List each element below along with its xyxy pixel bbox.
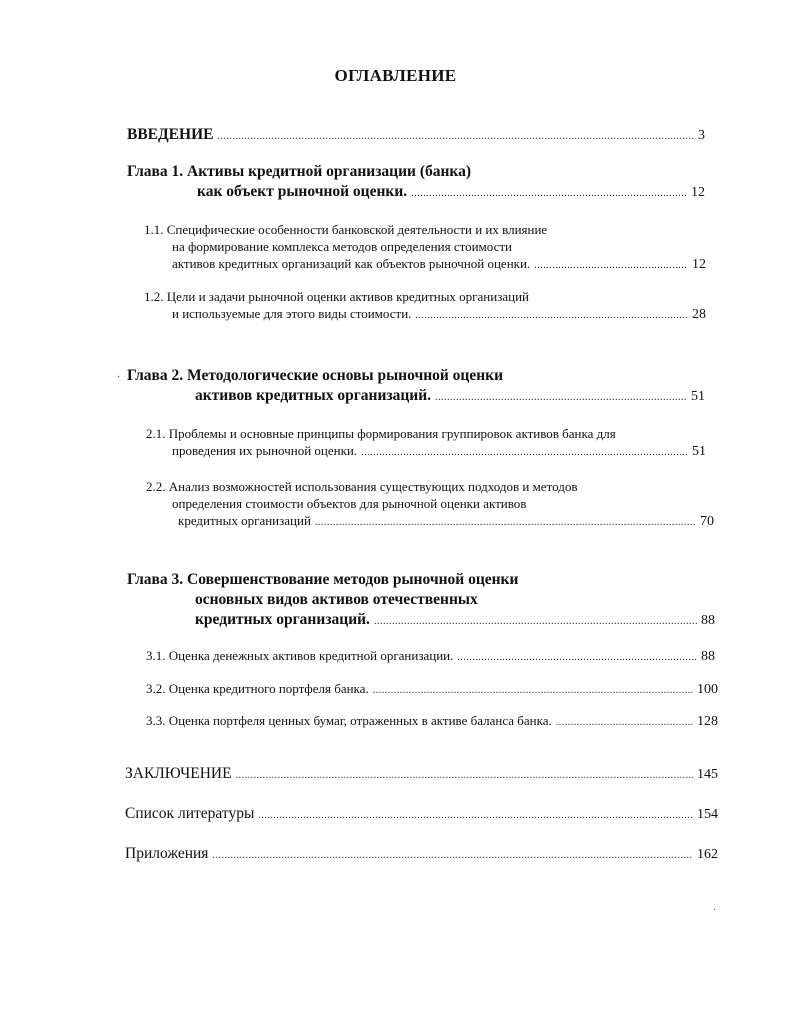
- section-line: 3.2. Оценка кредитного портфеля банка.: [146, 681, 369, 696]
- chapter-title-line: Глава 1. Активы кредитной организации (банка): [127, 163, 472, 180]
- dot-leader: [435, 389, 687, 407]
- page-number: 70: [700, 514, 714, 529]
- section-line: на формирование комплекса методов определения стоимости: [172, 239, 513, 254]
- page-number: 88: [701, 649, 715, 664]
- page-number: 128: [697, 714, 718, 729]
- toc-label: Приложения: [125, 845, 209, 862]
- page-number: 51: [691, 389, 705, 404]
- section-line: 3.1. Оценка денежных активов кредитной организации.: [146, 648, 454, 663]
- toc-section-3-3[interactable]: [146, 712, 718, 729]
- section-line: и используемые для этого виды стоимости.: [172, 306, 412, 321]
- toc-label: ЗАКЛЮЧЕНИЕ: [125, 765, 232, 782]
- toc-chapter-3[interactable]: [127, 571, 715, 631]
- dot-leader: [212, 847, 693, 865]
- dot-leader: [315, 514, 696, 532]
- dot-leader: [258, 807, 693, 825]
- dot-leader: [534, 257, 688, 275]
- toc-section-3-1[interactable]: [146, 647, 715, 664]
- section-line: 2.1. Проблемы и основные принципы формирования группировок активов банка для: [146, 426, 616, 441]
- chapter-title-line: активов кредитных организаций.: [195, 387, 432, 404]
- section-line: 3.3. Оценка портфеля ценных бумаг, отраженных в активе баланса банка.: [146, 713, 552, 728]
- page-number: 145: [697, 767, 718, 782]
- page-number: 12: [692, 257, 706, 272]
- toc-section-2-2[interactable]: [146, 478, 714, 529]
- page-number: 162: [697, 847, 718, 862]
- dot-leader: [411, 185, 687, 203]
- page-number: 12: [691, 185, 705, 200]
- chapter-title-line: кредитных организаций.: [195, 611, 370, 628]
- section-line: определения стоимости объектов для рыночной оценки активов: [172, 496, 527, 511]
- dot-leader: [457, 649, 697, 667]
- page-number: 28: [692, 307, 706, 322]
- section-line: проведения их рыночной оценки.: [172, 443, 358, 458]
- section-line: активов кредитных организаций как объектов рыночной оценки.: [172, 256, 531, 271]
- page-number: 154: [697, 807, 718, 822]
- section-line: 2.2. Анализ возможностей использования существующих подходов и методов: [146, 479, 578, 494]
- page-number: 88: [701, 613, 715, 628]
- toc-section-1-1[interactable]: [144, 221, 706, 272]
- dot-leader: [556, 714, 693, 732]
- dot-leader: [374, 613, 697, 631]
- page-number: 100: [697, 682, 718, 697]
- chapter-title-line: Глава 2. Методологические основы рыночной оценки: [127, 367, 504, 384]
- toc-entry-intro[interactable]: [127, 126, 705, 146]
- chapter-title-line: основных видов активов отечественных: [195, 591, 478, 608]
- page-number: 51: [692, 444, 706, 459]
- chapter-title-line: Глава 3. Совершенствование методов рыночной оценки: [127, 571, 519, 588]
- dot-leader: [415, 307, 688, 325]
- dot-leader: [217, 128, 694, 146]
- section-line: кредитных организаций: [178, 513, 311, 528]
- dot-leader: [236, 767, 693, 785]
- toc-entry-references[interactable]: [125, 805, 718, 825]
- toc-label: Список литературы: [125, 805, 255, 822]
- toc-label: ВВЕДЕНИЕ: [127, 126, 214, 143]
- toc-chapter-1[interactable]: [127, 163, 705, 203]
- dot-leader: [373, 682, 693, 700]
- toc-entry-conclusion[interactable]: [125, 765, 718, 785]
- section-line: 1.2. Цели и задачи рыночной оценки активов кредитных организаций: [144, 289, 529, 304]
- dot-leader: [361, 444, 688, 462]
- toc-entry-appendices[interactable]: [125, 845, 718, 865]
- page-title: ОГЛАВЛЕНИЕ: [334, 66, 457, 85]
- toc-section-3-2[interactable]: [146, 680, 718, 697]
- section-line: 1.1. Специфические особенности банковской деятельности и их влияние: [144, 222, 548, 237]
- page-number: 3: [698, 128, 705, 143]
- toc-section-1-2[interactable]: [144, 288, 706, 322]
- toc-section-2-1[interactable]: [146, 425, 706, 459]
- chapter-title-line: как объект рыночной оценки.: [197, 183, 408, 200]
- scan-speck: ·: [713, 905, 717, 916]
- toc-chapter-2[interactable]: [127, 367, 705, 407]
- scan-speck: ·: [117, 372, 121, 383]
